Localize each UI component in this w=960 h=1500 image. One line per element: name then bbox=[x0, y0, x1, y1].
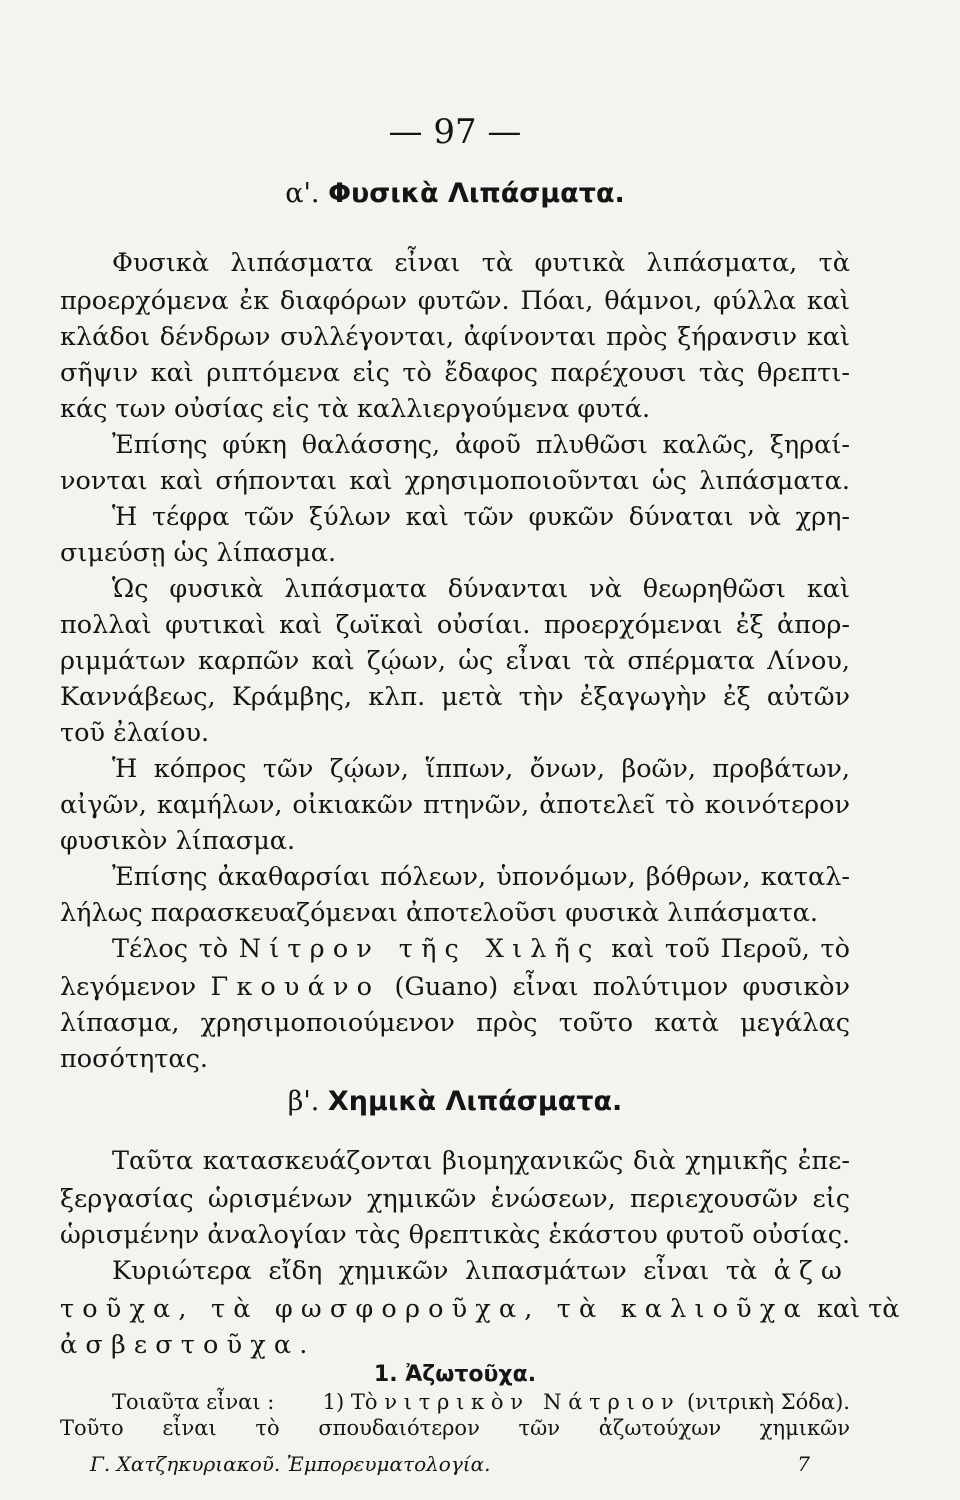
text-line: σῆψιν καὶ ριπτόμενα εἰς τὸ ἔδαφος παρέχουσι τὰς θρεπτι- bbox=[60, 358, 850, 388]
text-line: λήλως παρασκευαζόμεναι ἀποτελοῦσι φυσικὰ λιπάσματα. bbox=[60, 898, 819, 928]
text-line: Ἐπίσης ἀκαθαρσίαι πόλεων, ὑπονόμων, βόθρων, καταλ- bbox=[112, 862, 850, 892]
text-line: ριμμάτων καρπῶν καὶ ζῴων, ὡς εἶναι τὰ σπέρματα Λίνου, bbox=[60, 646, 850, 676]
signature-mark: 7 bbox=[797, 1452, 810, 1476]
footer-author: Γ. Χατζηκυριακοῦ. Ἐμπορευματολογία. bbox=[90, 1452, 491, 1476]
emphasized-term: τοῦχα, τὰ φωσφοροῦχα, τὰ καλιοῦχα bbox=[60, 1294, 809, 1324]
text-line: ὡρισμένην ἀναλογίαν τὰς θρεπτικὰς ἑκάστου φυτοῦ οὐσίας. bbox=[60, 1220, 851, 1250]
text-segment: καὶ τοῦ Περοῦ, τὸ bbox=[611, 934, 851, 964]
text-segment: Τέλος τὸ bbox=[112, 934, 229, 964]
text-line: Ἐπίσης φύκη θαλάσσης, ἀφοῦ πλυθῶσι καλῶς, ξηραί- bbox=[112, 430, 850, 460]
section-a-number: α'. bbox=[285, 178, 320, 209]
text-line: πολλαὶ φυτικαὶ καὶ ζωϊκαὶ οὐσίαι. προερχόμεναι ἐξ ἀπορ- bbox=[60, 610, 850, 640]
section-b-number: β'. bbox=[287, 1086, 320, 1117]
text-line: Τοῦτο εἶναι τὸ σπουδαιότερον τῶν ἀζωτούχων χημικῶν bbox=[60, 1416, 850, 1440]
text-line: τοῦ ἐλαίου. bbox=[60, 718, 210, 748]
list-item-number: 1) Τὸ bbox=[322, 1390, 378, 1414]
section-b-title: Χημικὰ Λιπάσματα. bbox=[327, 1086, 623, 1117]
text-segment: Κυριώτερα εἴδη χημικῶν λιπασμάτων εἶναι τὰ bbox=[112, 1256, 758, 1286]
section-a-title: Φυσικὰ Λιπάσματα. bbox=[328, 178, 625, 209]
text-line: Ἡ κόπρος τῶν ζῴων, ἵππων, ὄνων, βοῶν, προβάτων, bbox=[112, 754, 850, 784]
text-line: Ἡ τέφρα τῶν ξύλων καὶ τῶν φυκῶν δύναται νὰ χρη- bbox=[112, 502, 850, 532]
text-segment: (νιτρικὴ Σόδα). bbox=[687, 1390, 850, 1414]
intro-line: Τοιαῦτα εἶναι : bbox=[112, 1390, 275, 1414]
last-line-block bbox=[60, 0, 850, 1500]
text-segment: καὶ τὰ bbox=[816, 1294, 900, 1324]
text-line: ξεργασίας ὡρισμένων χημικῶν ἑνώσεων, περιεχουσῶν εἰς bbox=[60, 1184, 850, 1214]
text-line: αἰγῶν, καμήλων, οἰκιακῶν πτηνῶν, ἀποτελεῖ τὸ κοινότερον bbox=[60, 790, 850, 820]
emphasized-term: ἀσβεστοῦχα. bbox=[60, 1330, 316, 1360]
text-segment: λεγόμενον bbox=[60, 972, 197, 1002]
text-line: κάς των οὐσίας εἰς τὰ καλλιεργούμενα φυτά. bbox=[60, 394, 651, 424]
text-line: σιμεύσῃ ὡς λίπασμα. bbox=[60, 538, 337, 568]
text-line: προερχόμενα ἐκ διαφόρων φυτῶν. Πόαι, θάμνοι, φύλλα καὶ bbox=[60, 286, 850, 316]
text-line: ποσότητας. bbox=[60, 1044, 208, 1074]
text-line: Φυσικὰ λιπάσματα εἶναι τὰ φυτικὰ λιπάσματα, τὰ bbox=[112, 248, 850, 278]
subsection-heading: 1. Ἀζωτοῦχα. bbox=[373, 1362, 537, 1387]
text-line: λίπασμα, χρησιμοποιούμενον πρὸς τοῦτο κατὰ μεγάλας bbox=[60, 1008, 850, 1038]
text-line: κλάδοι δένδρων συλλέγονται, ἀφίνονται πρὸς ξήρανσιν καὶ bbox=[60, 322, 850, 352]
text-line: Ὡς φυσικὰ λιπάσματα δύνανται νὰ θεωρηθῶσι καὶ bbox=[112, 574, 850, 604]
page-number: — 97 — bbox=[388, 112, 522, 152]
text-line: φυσικὸν λίπασμα. bbox=[60, 826, 296, 856]
text-line: Καννάβεως, Κράμβης, κλπ. μετὰ τὴν ἐξαγωγὴν ἐξ αὐτῶν bbox=[60, 682, 850, 712]
emphasized-term: ἀζω bbox=[773, 1256, 850, 1286]
text-line: νονται καὶ σήπονται καὶ χρησιμοποιοῦνται ὡς λιπάσματα. bbox=[60, 466, 850, 496]
emphasized-term: νιτρικὸν Νάτριον bbox=[384, 1390, 681, 1414]
emphasized-term: Γκουάνο bbox=[210, 972, 381, 1002]
text-segment: (Guano) εἶναι πολύτιμον φυσικὸν bbox=[394, 972, 851, 1002]
emphasized-term: Νίτρον τῆς Χιλῆς bbox=[238, 934, 601, 964]
text-line: Ταῦτα κατασκευάζονται βιομηχανικῶς διὰ χημικῆς ἐπε- bbox=[112, 1146, 850, 1176]
